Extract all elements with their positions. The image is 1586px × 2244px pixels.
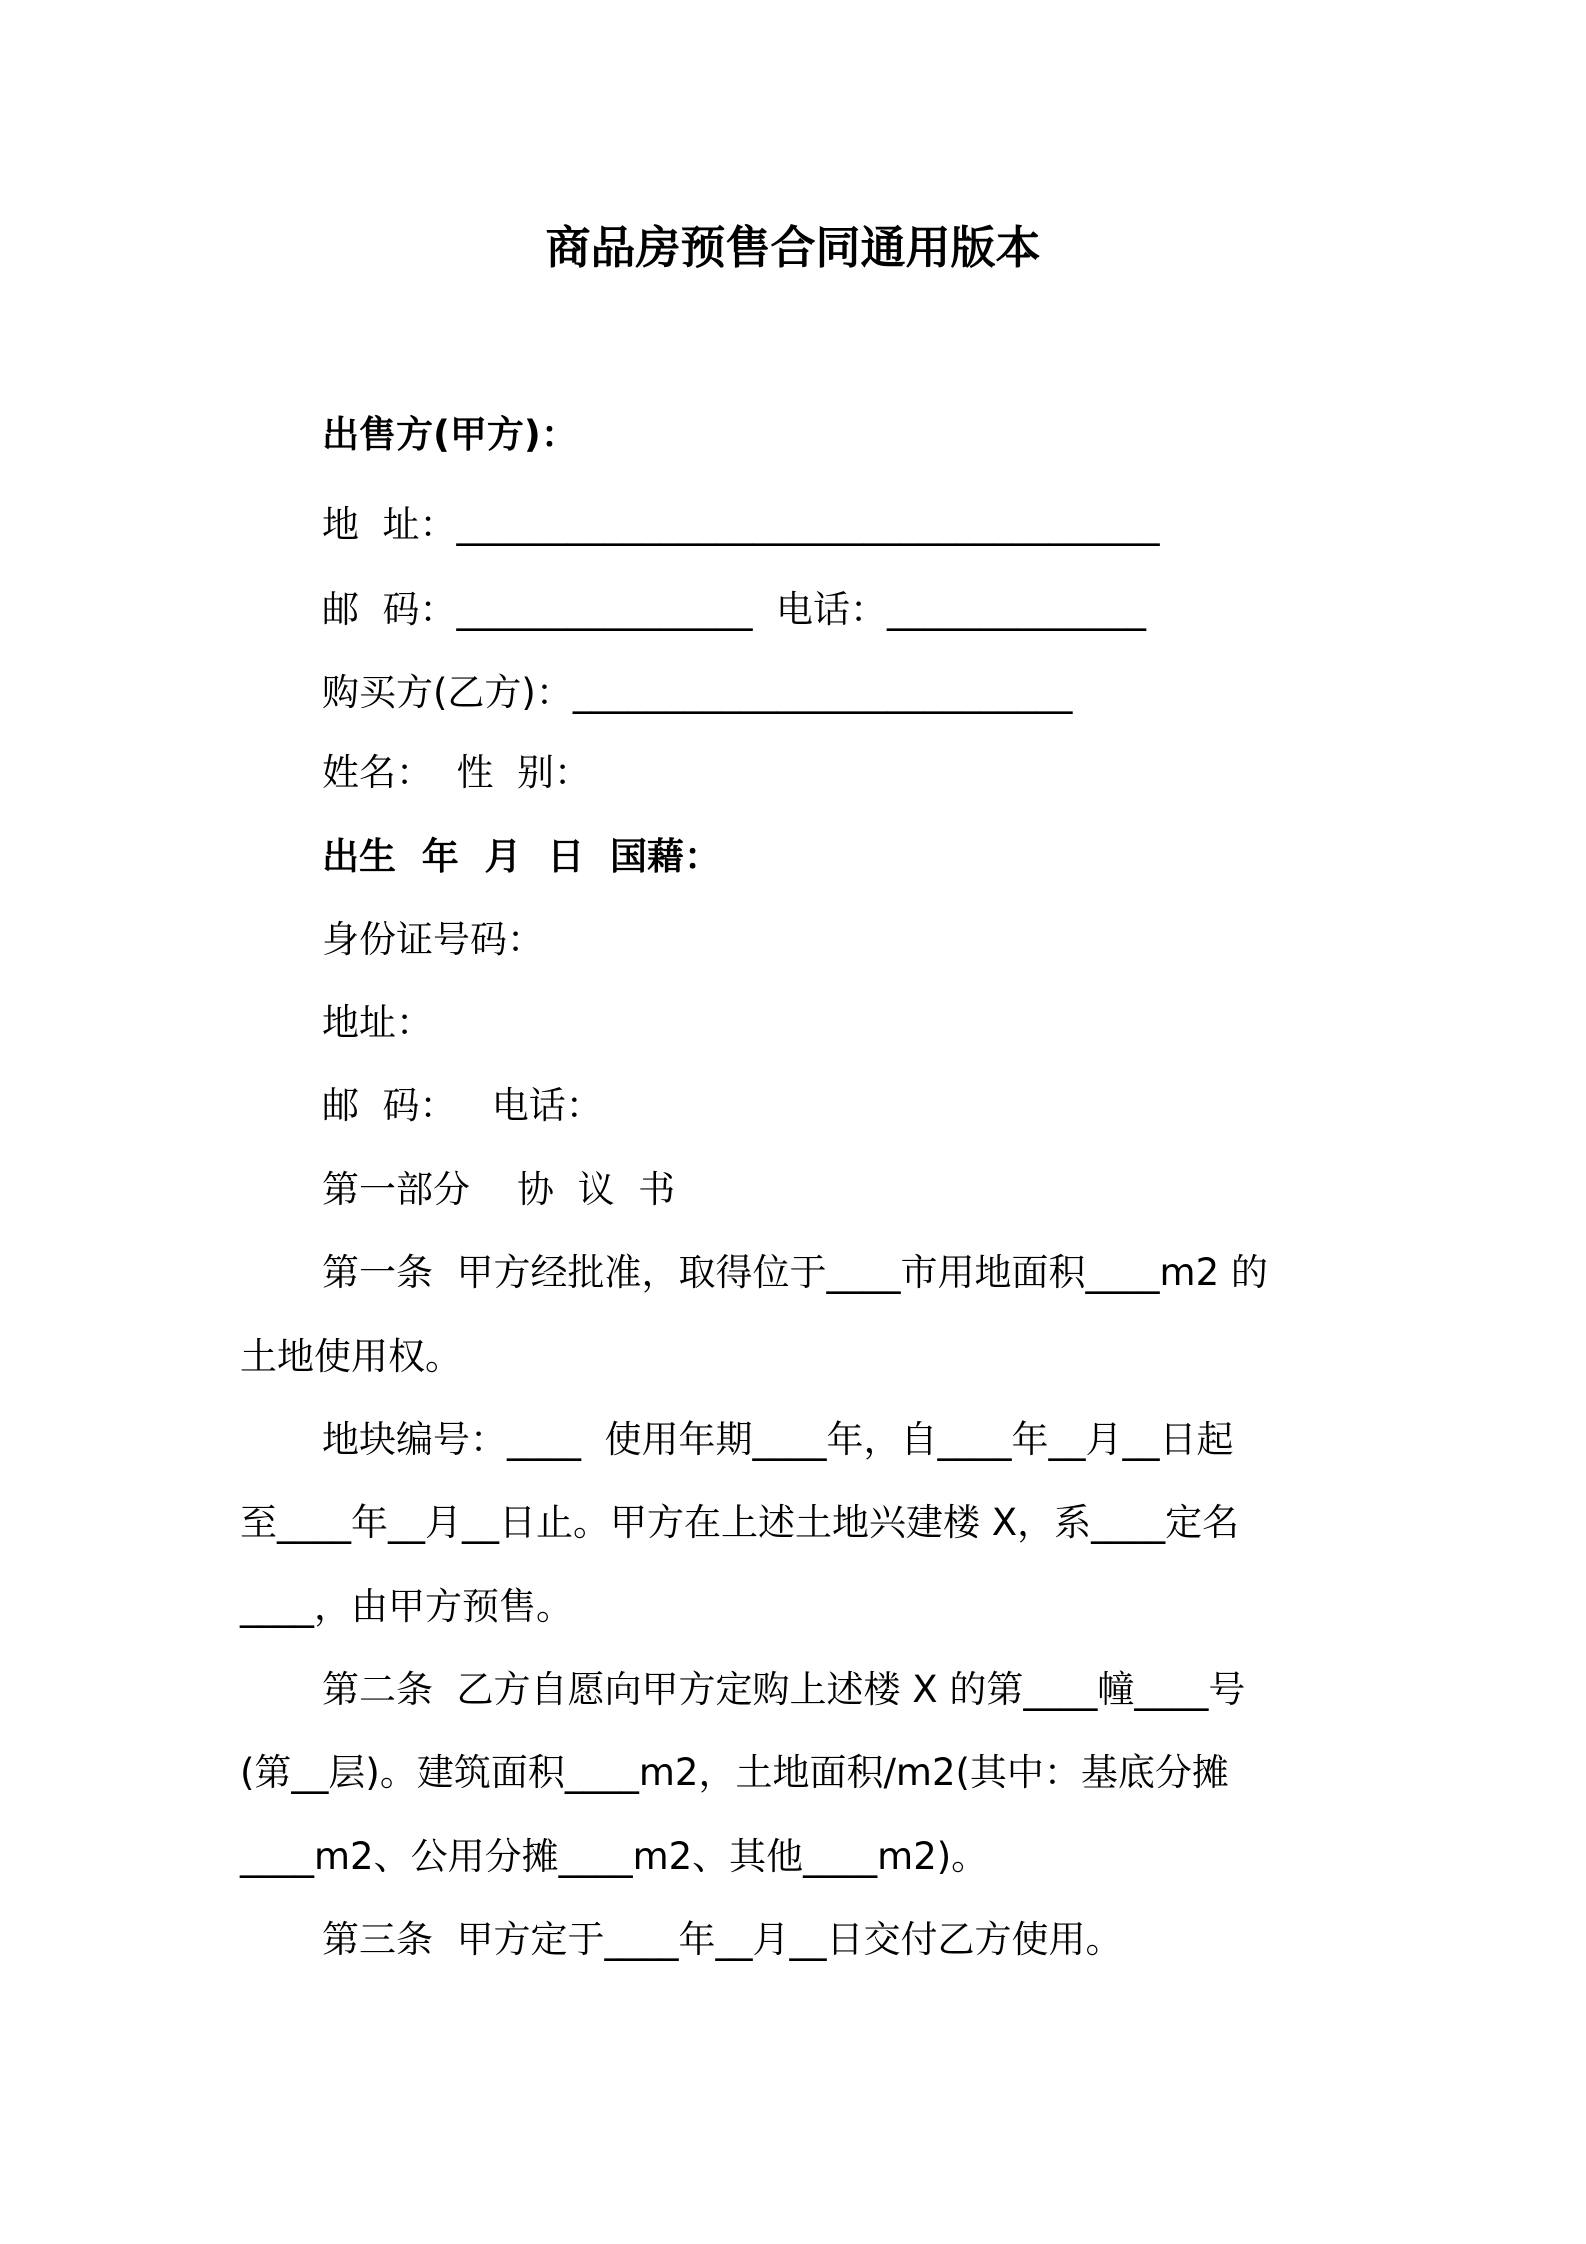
article-2-line-1: 第二条 乙方自愿向甲方定购上述楼 X 的第____幢____号 bbox=[322, 1668, 1246, 1711]
article-3-line-1: 第三条 甲方定于____年__月__日交付乙方使用。 bbox=[322, 1918, 1123, 1961]
parcel-line-1: 地块编号：____ 使用年期____年，自____年__月__日起 bbox=[322, 1418, 1234, 1461]
buyer-name-gender-line: 姓名： 性 别： bbox=[322, 751, 592, 794]
article-1-line-1: 第一条 甲方经批准，取得位于____市用地面积____m2 的 bbox=[322, 1251, 1268, 1294]
parcel-line-3: ____，由甲方预售。 bbox=[240, 1585, 573, 1628]
buyer-id-number-line: 身份证号码： bbox=[322, 918, 544, 961]
seller-postcode-phone-line: 邮 码：________________ 电话：______________ bbox=[322, 588, 1147, 631]
article-2-line-3: ____m2、公用分摊____m2、其他____m2)。 bbox=[240, 1835, 989, 1878]
part-one-heading: 第一部分 协 议 书 bbox=[322, 1168, 676, 1211]
document-title: 商品房预售合同通用版本 bbox=[545, 221, 1041, 274]
parcel-line-2: 至____年__月__日止。甲方在上述土地兴建楼 X，系____定名 bbox=[240, 1501, 1240, 1544]
buyer-heading: 购买方(乙方)：___________________________ bbox=[322, 671, 1073, 714]
buyer-address-line: 地址： bbox=[322, 1001, 433, 1044]
seller-heading: 出售方(甲方)： bbox=[322, 413, 578, 456]
buyer-postcode-phone-line: 邮 码： 电话： bbox=[322, 1084, 603, 1127]
article-2-line-2: (第__层)。建筑面积____m2，土地面积/m2(其中：基底分摊 bbox=[240, 1751, 1229, 1794]
buyer-birth-nationality-line: 出生 年 月 日 国藉： bbox=[322, 835, 722, 878]
article-1-line-2: 土地使用权。 bbox=[240, 1335, 462, 1378]
seller-address-line: 地 址：______________________________________ bbox=[322, 503, 1160, 546]
